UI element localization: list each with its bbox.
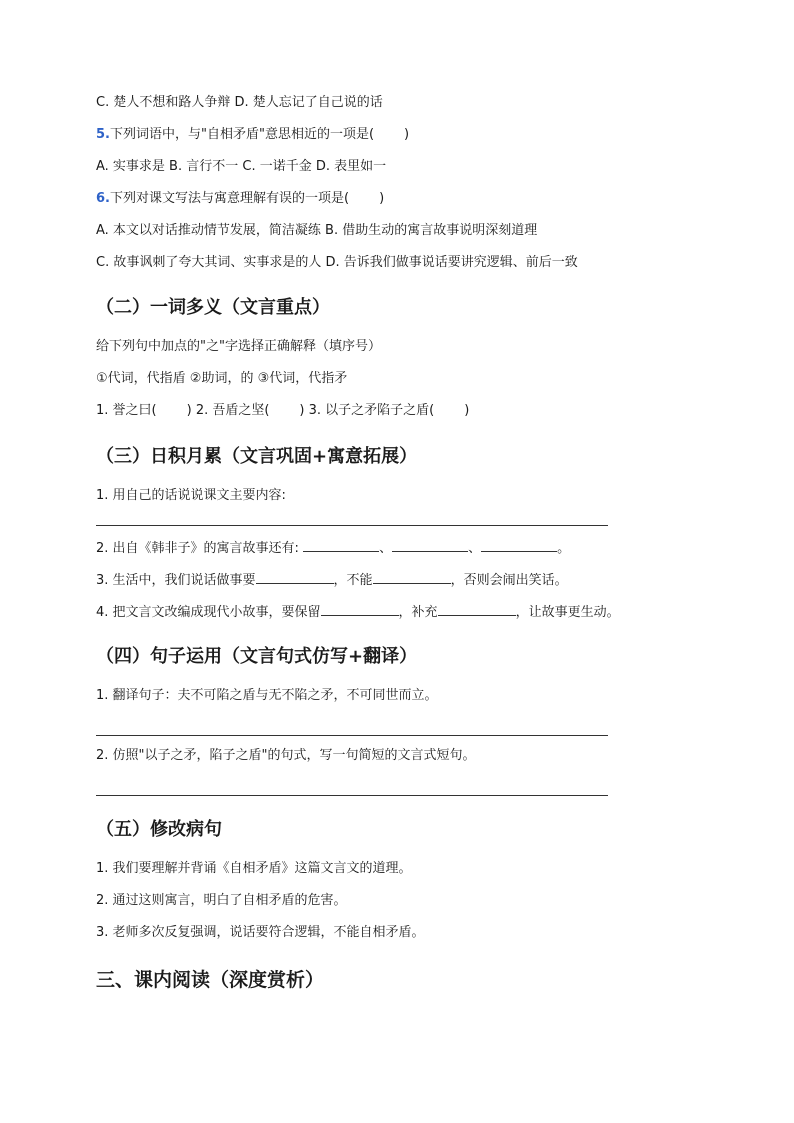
question-number: 6.: [96, 191, 110, 206]
fill-blank[interactable]: [392, 538, 468, 552]
section-2-instruction: 给下列句中加点的"之"字选择正确解释（填序号）: [96, 339, 381, 354]
fill-blank[interactable]: [256, 570, 334, 584]
section-5-q2: 2. 通过这则寓言，明白了自相矛盾的危害。: [96, 893, 347, 908]
section-2-title: （二）一词多义（文言重点）: [96, 297, 330, 318]
fill-blank[interactable]: [438, 602, 516, 616]
section-3-q3: 3. 生活中，我们说话做事要 ，不能 ，否则会闹出笑话。: [96, 570, 568, 590]
fill-blank[interactable]: [321, 602, 399, 616]
answer-line[interactable]: [96, 735, 608, 736]
part-3-title: 三、课内阅读（深度赏析）: [96, 969, 325, 991]
section-3-q1: 1. 用自己的话说说课文主要内容:: [96, 488, 286, 503]
answer-line[interactable]: [96, 525, 608, 526]
section-4-q2: 2. 仿照"以子之矛，陷子之盾"的句式，写一句简短的文言式短句。: [96, 748, 476, 763]
section-4-q1: 1. 翻译句子：夫不可陷之盾与无不陷之矛，不可同世而立。: [96, 688, 438, 703]
answer-line[interactable]: [96, 795, 608, 796]
section-3-q4: 4. 把文言文改编成现代小故事，要保留 ，补充 ，让故事更生动。: [96, 602, 620, 622]
section-5-title: （五）修改病句: [96, 819, 222, 840]
section-4-title: （四）句子运用（文言句式仿写+翻译）: [96, 646, 418, 667]
question-text: 下列词语中，与"自相矛盾"意思相近的一项是(: [109, 127, 375, 142]
section-3-q2: 2. 出自《韩非子》的寓言故事还有: 、 、 。: [96, 538, 570, 558]
section-5-q1: 1. 我们要理解并背诵《自相矛盾》这篇文言文的道理。: [96, 861, 412, 876]
fill-blank[interactable]: [481, 538, 557, 552]
fill-blank[interactable]: [373, 570, 451, 584]
section-3-title: （三）日积月累（文言巩固+寓意拓展）: [96, 446, 418, 467]
question-5: 5.下列词语中，与"自相矛盾"意思相近的一项是( ): [96, 127, 410, 142]
q6-options-ab: A. 本文以对话推动情节发展，简洁凝练 B. 借助生动的寓言故事说明深刻道理: [96, 223, 538, 238]
section-5-q3: 3. 老师多次反复强调，说话要符合逻辑，不能自相矛盾。: [96, 925, 425, 940]
question-6: 6.下列对课文写法与寓意理解有误的一项是( ): [96, 191, 385, 206]
q6-options-cd: C. 故事讽刺了夸大其词、实事求是的人 D. 告诉我们做事说话要讲究逻辑、前后一致: [96, 255, 578, 270]
q5-options: A. 实事求是 B. 言行不一 C. 一诺千金 D. 表里如一: [96, 159, 387, 174]
section-2-choices: ①代词，代指盾 ②助词，的 ③代词，代指矛: [96, 371, 348, 386]
question-number: 5.: [96, 127, 110, 142]
q4-options: C. 楚人不想和路人争辩 D. 楚人忘记了自己说的话: [96, 95, 383, 110]
question-text: 下列对课文写法与寓意理解有误的一项是(: [109, 191, 350, 206]
section-2-items: 1. 誉之曰( ) 2. 吾盾之坚( ) 3. 以子之矛陷子之盾( ): [96, 403, 470, 418]
fill-blank[interactable]: [303, 538, 379, 552]
